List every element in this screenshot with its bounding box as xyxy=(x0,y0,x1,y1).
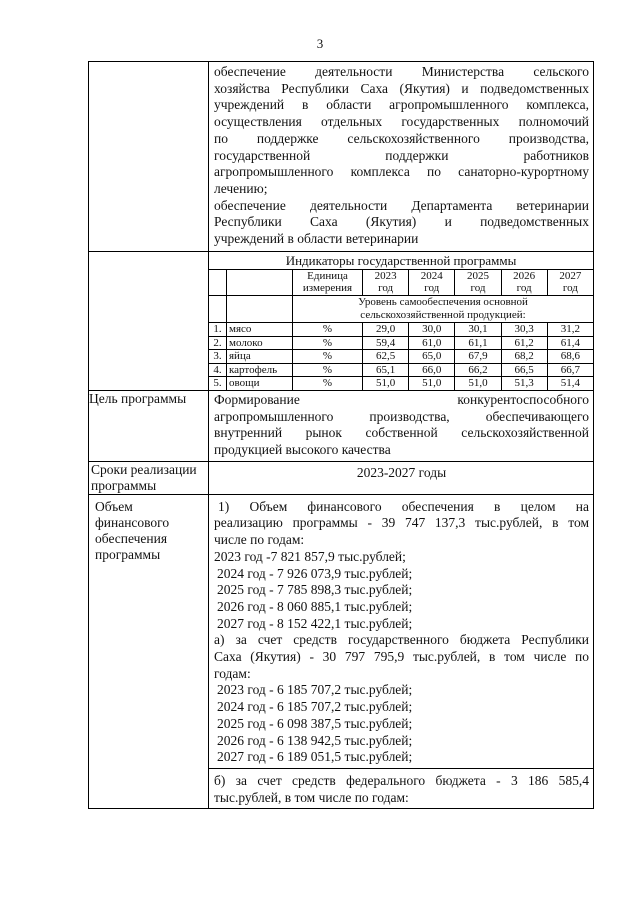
year-line: 2026 год - 6 138 942,5 тыс.рублей; xyxy=(217,732,413,748)
year-header: 2023 год xyxy=(363,269,409,295)
text-line: Республики Саха (Якутия) и подведомственных xyxy=(214,214,589,230)
year-line: 2024 год - 6 185 707,2 тыс.рублей; xyxy=(217,699,413,715)
goal-row xyxy=(89,390,594,461)
indicator-name: яйца xyxy=(227,350,293,364)
text-line: числе по годам: xyxy=(214,532,305,548)
indicators-header-row xyxy=(209,269,594,295)
indicators-cell xyxy=(209,251,594,390)
text-line: тыс.рублей, в том числе по годам: xyxy=(214,789,409,805)
text-line: обеспечение деятельности Департамента ветеринарии xyxy=(214,197,589,213)
indicators-row xyxy=(89,251,594,390)
year-line: 2025 год - 7 785 898,3 тыс.рублей; xyxy=(217,582,413,598)
indicators-label-cell xyxy=(89,251,209,390)
terms-row xyxy=(89,461,594,494)
text-line: хозяйства Республики Саха (Якутия) и подведомственных xyxy=(214,80,589,96)
text-line: продукцией высокого качества xyxy=(214,442,391,457)
indicator-row: 2. молоко % 59,4 61,0 61,1 61,2 61,4 xyxy=(209,336,594,350)
goal-label: Цель программы xyxy=(89,390,209,461)
text-line: обеспечение деятельности Министерства сельского xyxy=(214,64,589,79)
indicators-title: Индикаторы государственной программы xyxy=(209,251,594,269)
indicators-table xyxy=(208,251,594,391)
financing-row xyxy=(89,494,594,809)
page-number: 3 xyxy=(316,36,324,51)
unit-header: Единица измерения xyxy=(293,269,363,295)
year-line: 2023 год -7 821 857,9 тыс.рублей; xyxy=(214,548,406,564)
activities-text-cell xyxy=(209,62,594,252)
year-header: 2024 год xyxy=(409,269,455,295)
text-line: учреждений в области агропромышленного комплекса, xyxy=(214,97,589,113)
indicator-row: 3. яйца % 62,5 65,0 67,9 68,2 68,6 xyxy=(209,350,594,364)
indicators-subtitle: Уровень самообеспечения основной сельскохозяйственной продукцией: xyxy=(293,295,594,322)
text-line: агропромышленного комплекса по санаторно-курортному xyxy=(214,164,589,180)
text-line: учреждений в области ветеринарии xyxy=(214,231,419,247)
terms-value-cell xyxy=(209,461,594,494)
terms-label: Сроки реализации программы xyxy=(89,461,209,494)
text-line: внутренний рынок собственной сельскохозяйственной xyxy=(214,425,589,441)
financing-label: Объем финансового обеспечения программы xyxy=(89,494,209,809)
program-passport-table xyxy=(88,61,594,809)
federal-budget-block xyxy=(209,768,593,808)
indicator-name: мясо xyxy=(227,322,293,336)
year-line: 2024 год - 7 926 073,9 тыс.рублей; xyxy=(217,565,413,581)
text-line: лечению; xyxy=(214,180,268,196)
text-line: а) за счет средств государственного бюджета Республики xyxy=(214,632,589,648)
year-line: 2023 год - 6 185 707,2 тыс.рублей; xyxy=(217,682,413,698)
year-line: 2026 год - 8 060 885,1 тыс.рублей; xyxy=(217,598,413,614)
year-header: 2026 год xyxy=(501,269,547,295)
activities-label-cell xyxy=(89,62,209,252)
text-line: б) за счет средств федерального бюджета - 3 186 585,4 xyxy=(214,772,589,788)
text-line: 1) Объем финансового обеспечения в целом на xyxy=(218,498,589,514)
year-line: 2025 год - 6 098 387,5 тыс.рублей; xyxy=(217,715,413,731)
activities-row xyxy=(89,62,594,252)
text-line: осуществления отдельных государственных полномочий xyxy=(214,114,589,130)
year-header: 2027 год xyxy=(547,269,593,295)
indicator-row: 4. картофель % 65,1 66,0 66,2 66,5 66,7 xyxy=(209,363,594,377)
text-line: реализацию программы - 39 747 137,3 тыс.рублей, в том xyxy=(214,515,589,531)
text-line: агропромышленного производства, обеспечивающего xyxy=(214,408,589,424)
text-line: годам: xyxy=(214,665,251,681)
terms-value: 2023-2027 годы xyxy=(356,464,447,480)
text-line: Саха (Якутия) - 30 797 795,9 тыс.рублей, в том числе по xyxy=(214,649,589,665)
indicators-subtitle-row xyxy=(209,295,594,322)
indicator-name: овощи xyxy=(227,377,293,391)
year-line: 2027 год - 6 189 051,5 тыс.рублей; xyxy=(217,749,413,765)
year-header: 2025 год xyxy=(455,269,501,295)
indicator-name: молоко xyxy=(227,336,293,350)
text-line: Формирование конкурентоспособного xyxy=(214,391,589,407)
year-line: 2027 год - 8 152 422,1 тыс.рублей; xyxy=(217,615,413,631)
text-line: по поддержке сельскохозяйственного производства, xyxy=(214,130,589,146)
indicator-name: картофель xyxy=(227,363,293,377)
indicator-row: 5. овощи % 51,0 51,0 51,0 51,3 51,4 xyxy=(209,377,594,391)
financing-cell xyxy=(209,494,594,809)
goal-text-cell xyxy=(209,390,594,461)
text-line: государственной поддержки работников xyxy=(214,147,589,163)
indicator-row: 1. мясо % 29,0 30,0 30,1 30,3 31,2 xyxy=(209,322,594,336)
